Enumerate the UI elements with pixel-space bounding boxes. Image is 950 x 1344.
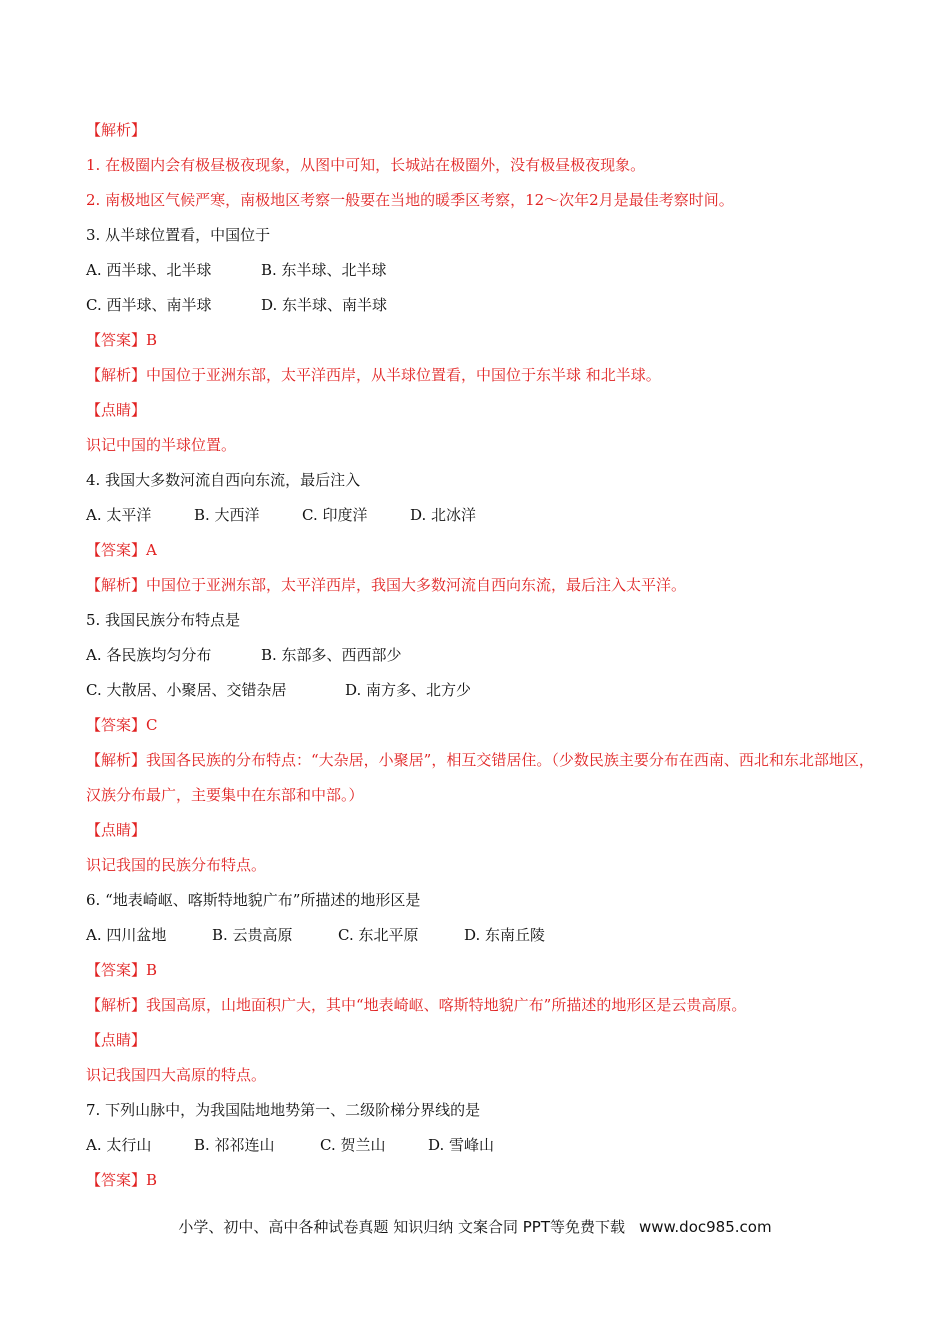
question-3-analysis	[86, 358, 876, 393]
question-6-tip-label: 【点睛】	[86, 1031, 147, 1049]
question-5-stem: 5. 我国民族分布特点是	[86, 611, 241, 629]
analysis-label: 【解析】	[86, 576, 147, 594]
question-5-answer: 【答案】C	[86, 716, 158, 734]
option-d: D. 雪峰山	[428, 1136, 495, 1154]
analysis-text: 中国位于亚洲东部，太平洋西岸，我国大多数河流自西向东流，最后注入太平洋。	[146, 576, 687, 594]
question-3-stem: 3. 从半球位置看，中国位于	[86, 226, 271, 244]
question-5-tip-label: 【点睛】	[86, 821, 147, 839]
question-7-options	[86, 1128, 876, 1163]
option-a: A. 四川盆地	[86, 926, 167, 944]
question-5-tip: 识记我国的民族分布特点。	[86, 856, 267, 874]
analysis-point-2: 2. 南极地区气候严寒，南极地区考察一般要在当地的暖季区考察，12～次年2月是最佳考察时间。	[86, 191, 734, 209]
question-4-stem: 4. 我国大多数河流自西向东流，最后注入	[86, 471, 361, 489]
option-a: A. 各民族均匀分布	[86, 646, 212, 664]
option-b: B. 祁祁连山	[194, 1136, 275, 1154]
analysis-point-1: 1. 在极圈内会有极昼极夜现象，从图中可知，长城站在极圈外，没有极昼极夜现象。	[86, 156, 646, 174]
page-footer	[0, 1216, 950, 1237]
option-b: B. 大西洋	[194, 506, 260, 524]
option-d: D. 东南丘陵	[464, 926, 546, 944]
option-c: C. 西半球、南半球	[86, 296, 212, 314]
document-body	[86, 113, 876, 1198]
question-6-options	[86, 918, 876, 953]
question-6-answer: 【答案】B	[86, 961, 158, 979]
question-4-answer: 【答案】A	[86, 541, 157, 559]
analysis-text: 中国位于亚洲东部，太平洋西岸，从半球位置看，中国位于东半球 和北半球。	[146, 366, 661, 384]
option-a: A. 太平洋	[86, 506, 152, 524]
option-b: B. 东部多、西西部少	[261, 646, 402, 664]
option-c: C. 大散居、小聚居、交错杂居	[86, 681, 287, 699]
question-5-options-row-1	[86, 638, 876, 673]
option-d: D. 南方多、北方少	[345, 681, 472, 699]
question-5-analysis	[86, 743, 876, 813]
question-4-options	[86, 498, 876, 533]
analysis-text: 我国各民族的分布特点：“大杂居，小聚居”，相互交错居住。（少数民族主要分布在西南、西北和东北部地区，汉族分布最广，主要集中在东部和中部。）	[86, 751, 874, 804]
question-6-tip: 识记我国四大高原的特点。	[86, 1066, 267, 1084]
question-3-answer: 【答案】B	[86, 331, 158, 349]
option-d: D. 东半球、南半球	[261, 296, 388, 314]
footer-text: 小学、初中、高中各种试卷真题 知识归纳 文案合同 PPT等免费下载	[178, 1218, 625, 1236]
option-b: B. 东半球、北半球	[261, 261, 387, 279]
option-c: C. 印度洋	[302, 506, 368, 524]
analysis-label: 【解析】	[86, 996, 147, 1014]
question-3-options-row-1	[86, 253, 876, 288]
question-7-stem: 7. 下列山脉中，为我国陆地地势第一、二级阶梯分界线的是	[86, 1101, 481, 1119]
analysis-label: 【解析】	[86, 366, 147, 384]
analysis-label: 【解析】	[86, 751, 147, 769]
footer-url[interactable]: www.doc985.com	[638, 1218, 772, 1236]
option-c: C. 贺兰山	[320, 1136, 386, 1154]
question-6-analysis	[86, 988, 876, 1023]
analysis-label: 【解析】	[86, 121, 147, 139]
question-3-tip-label: 【点睛】	[86, 401, 147, 419]
question-6-stem: 6. “地表崎岖、喀斯特地貌广布”所描述的地形区是	[86, 891, 421, 909]
analysis-text: 我国高原，山地面积广大，其中“地表崎岖、喀斯特地貌广布”所描述的地形区是云贵高原。	[146, 996, 747, 1014]
question-4-analysis	[86, 568, 876, 603]
option-b: B. 云贵高原	[212, 926, 293, 944]
question-3-options-row-2	[86, 288, 876, 323]
option-c: C. 东北平原	[338, 926, 419, 944]
question-7-answer: 【答案】B	[86, 1171, 158, 1189]
option-d: D. 北冰洋	[410, 506, 477, 524]
question-3-tip: 识记中国的半球位置。	[86, 436, 237, 454]
question-5-options-row-2	[86, 673, 876, 708]
option-a: A. 太行山	[86, 1136, 152, 1154]
option-a: A. 西半球、北半球	[86, 261, 212, 279]
